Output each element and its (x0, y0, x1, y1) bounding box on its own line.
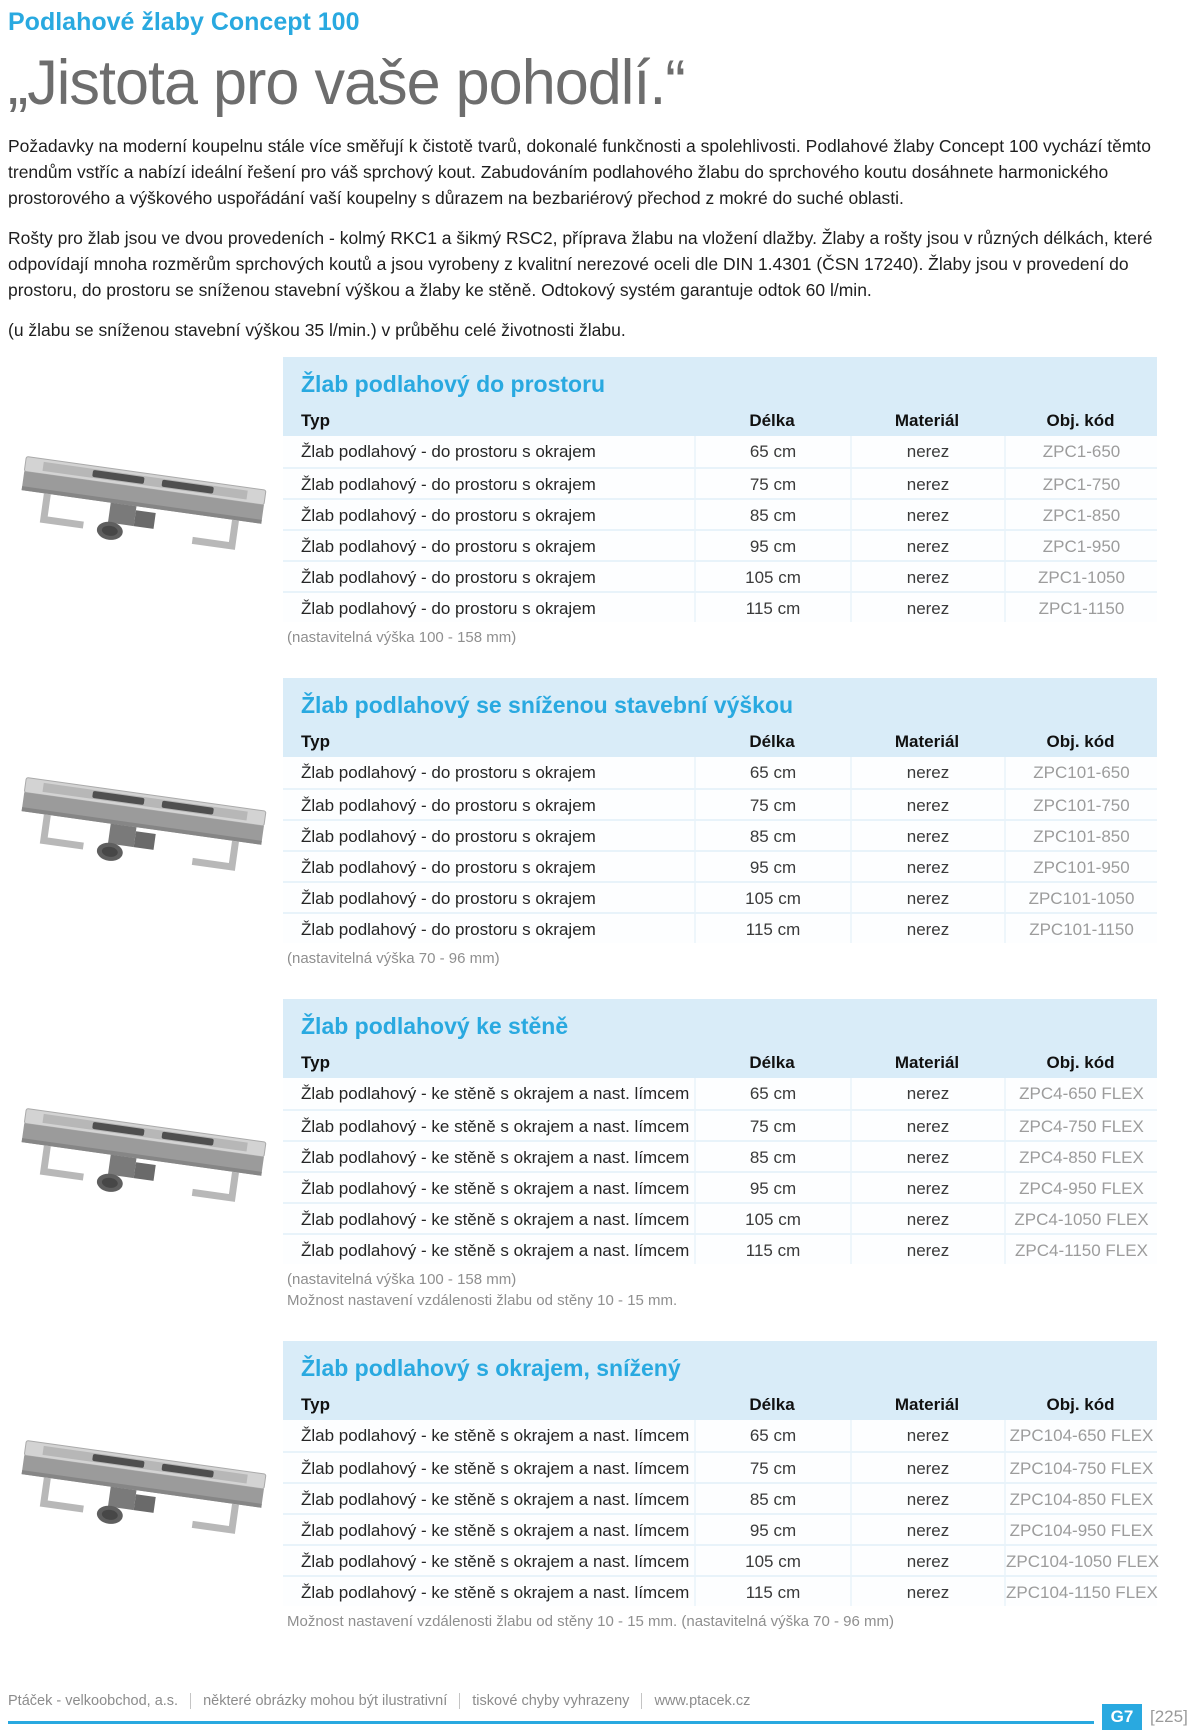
footer-website: www.ptacek.cz (641, 1693, 762, 1709)
cell-order-code: ZPC4-650 FLEX (1004, 1078, 1157, 1109)
cell-order-code: ZPC1-1050 (1004, 562, 1157, 591)
column-header-length: Délka (749, 732, 795, 751)
product-table (283, 357, 1157, 648)
table-row (283, 1202, 1157, 1233)
column-header-material: Materiál (894, 1395, 960, 1414)
column-header-order-code: Obj. kód (1046, 1053, 1115, 1072)
table-header-band (283, 357, 1157, 436)
table-row (283, 1575, 1157, 1606)
table-row (283, 757, 1157, 788)
cell-material: nerez (850, 821, 1004, 850)
floor-drain-product-image (13, 1065, 271, 1245)
section-title: Žlab podlahový ke stěně (301, 1013, 569, 1039)
cell-type: Žlab podlahový - ke stěně s okrajem a nast. límcem (301, 1459, 690, 1478)
cell-order-code: ZPC4-850 FLEX (1004, 1142, 1157, 1171)
cell-type: Žlab podlahový - do prostoru s okrajem (301, 599, 596, 618)
section-zlab-s-okrajem-snizeny (0, 1341, 1200, 1632)
cell-type: Žlab podlahový - ke stěně s okrajem a nast. límcem (301, 1583, 690, 1602)
cell-order-code: ZPC101-750 (1004, 790, 1157, 819)
cell-order-code: ZPC104-850 FLEX (1004, 1484, 1157, 1513)
intro-paragraph-2: Rošty pro žlab jsou ve dvou provedeních - kolmý RKC1 a šikmý RSC2, příprava žlabu na vložení dlažby. Žlaby a rošty jsou v různých délkách, které odpovídají mnoha rozměrům sprchových koutů a jsou vyrobeny z kvalitní nerezové oceli dle DIN 1.4301 (ČSN 17240). Žlaby jsou v provedení do prostoru, do prostoru se sníženou stavební výškou a žlaby ke stěně. Odtokový systém garantuje odtok 60 l/min. (8, 228, 1153, 300)
cell-order-code: ZPC104-950 FLEX (1004, 1515, 1157, 1544)
cell-material: nerez (850, 1078, 1004, 1109)
table-row (283, 467, 1157, 498)
column-header-type: Typ (301, 411, 330, 430)
table-notes (283, 1612, 1157, 1632)
table-row (283, 1140, 1157, 1171)
column-header-length: Délka (749, 411, 795, 430)
table-row (283, 881, 1157, 912)
cell-type: Žlab podlahový - do prostoru s okrajem (301, 763, 596, 782)
cell-material: nerez (850, 1577, 1004, 1606)
cell-type: Žlab podlahový - do prostoru s okrajem (301, 506, 596, 525)
cell-order-code: ZPC101-950 (1004, 852, 1157, 881)
table-row (283, 1078, 1157, 1109)
cell-order-code: ZPC4-950 FLEX (1004, 1173, 1157, 1202)
cell-length: 115 cm (694, 914, 850, 943)
column-header-order-code: Obj. kód (1046, 411, 1115, 430)
table-notes (283, 1270, 1157, 1311)
page-kicker: Podlahové žlaby Concept 100 (8, 8, 360, 36)
column-header-order-code: Obj. kód (1046, 732, 1115, 751)
table-row (283, 1420, 1157, 1451)
footer-text (8, 1693, 762, 1709)
cell-type: Žlab podlahový - do prostoru s okrajem (301, 920, 596, 939)
table-row (283, 1513, 1157, 1544)
cell-order-code: ZPC101-1050 (1004, 883, 1157, 912)
intro-paragraph-3: (u žlabu se sníženou stavební výškou 35 l/min.) v průběhu celé životnosti žlabu. (8, 320, 626, 340)
table-row (283, 560, 1157, 591)
product-sections (0, 357, 1200, 1632)
column-header-material: Materiál (894, 411, 960, 430)
cell-type: Žlab podlahový - ke stěně s okrajem a nast. límcem (301, 1521, 690, 1540)
cell-material: nerez (850, 1420, 1004, 1451)
cell-order-code: ZPC104-1150 FLEX (1004, 1577, 1157, 1606)
cell-order-code: ZPC1-650 (1004, 436, 1157, 467)
cell-type: Žlab podlahový - ke stěně s okrajem a nast. límcem (301, 1490, 690, 1509)
cell-length: 105 cm (694, 1546, 850, 1575)
cell-material: nerez (850, 436, 1004, 467)
cell-length: 95 cm (694, 1515, 850, 1544)
cell-length: 95 cm (694, 852, 850, 881)
cell-type: Žlab podlahový - ke stěně s okrajem a nast. límcem (301, 1552, 690, 1571)
product-image-slot (0, 1397, 283, 1577)
column-header-type: Typ (301, 732, 330, 751)
cell-type: Žlab podlahový - ke stěně s okrajem a nast. límcem (301, 1084, 690, 1103)
column-headers (283, 1390, 1157, 1420)
table-row (283, 1171, 1157, 1202)
footer-note-errors: tiskové chyby vyhrazeny (459, 1693, 641, 1709)
column-headers (283, 406, 1157, 436)
cell-order-code: ZPC101-650 (1004, 757, 1157, 788)
table-row (283, 819, 1157, 850)
cell-order-code: ZPC1-1150 (1004, 593, 1157, 622)
cell-material: nerez (850, 562, 1004, 591)
column-header-length: Délka (749, 1395, 795, 1414)
cell-material: nerez (850, 790, 1004, 819)
cell-type: Žlab podlahový - do prostoru s okrajem (301, 827, 596, 846)
cell-order-code: ZPC1-950 (1004, 531, 1157, 560)
cell-length: 85 cm (694, 500, 850, 529)
cell-length: 85 cm (694, 1484, 850, 1513)
cell-order-code: ZPC104-650 FLEX (1004, 1420, 1157, 1451)
column-header-length: Délka (749, 1053, 795, 1072)
cell-material: nerez (850, 1546, 1004, 1575)
table-body (283, 1420, 1160, 1606)
cell-material: nerez (850, 500, 1004, 529)
cell-type: Žlab podlahový - ke stěně s okrajem a nast. límcem (301, 1241, 690, 1260)
product-image-slot (0, 1065, 283, 1245)
floor-drain-product-image (13, 734, 271, 914)
cell-material: nerez (850, 914, 1004, 943)
column-header-type: Typ (301, 1395, 330, 1414)
table-row (283, 1233, 1157, 1264)
cell-order-code: ZPC4-750 FLEX (1004, 1111, 1157, 1140)
table-row (283, 1482, 1157, 1513)
table-notes (283, 628, 1157, 648)
cell-material: nerez (850, 1453, 1004, 1482)
cell-material: nerez (850, 593, 1004, 622)
column-headers (283, 1048, 1157, 1078)
cell-type: Žlab podlahový - ke stěně s okrajem a nast. límcem (301, 1117, 690, 1136)
cell-length: 75 cm (694, 1453, 850, 1482)
cell-material: nerez (850, 1515, 1004, 1544)
table-row (283, 1544, 1160, 1575)
product-image-slot (0, 734, 283, 914)
column-header-order-code: Obj. kód (1046, 1395, 1115, 1414)
cell-length: 95 cm (694, 531, 850, 560)
cell-order-code: ZPC101-850 (1004, 821, 1157, 850)
cell-order-code: ZPC4-1050 FLEX (1004, 1204, 1157, 1233)
section-title: Žlab podlahový s okrajem, snížený (301, 1355, 681, 1381)
table-footnote: Možnost nastavení vzdálenosti žlabu od stěny 10 - 15 mm. (287, 1292, 678, 1309)
cell-type: Žlab podlahový - do prostoru s okrajem (301, 475, 596, 494)
cell-order-code: ZPC4-1150 FLEX (1004, 1235, 1157, 1264)
product-image-slot (0, 413, 283, 593)
cell-type: Žlab podlahový - do prostoru s okrajem (301, 537, 596, 556)
cell-length: 75 cm (694, 790, 850, 819)
table-row (283, 1109, 1157, 1140)
table-row (283, 788, 1157, 819)
cell-order-code: ZPC1-850 (1004, 500, 1157, 529)
intro-paragraph-1: Požadavky na moderní koupelnu stále více směřují k čistotě tvarů, dokonalé funkčnosti a spolehlivosti. Podlahové žlaby Concept 100 vychází těmto trendům vstříc a nabízí ideální řešení pro váš sprchový kout. Zabudováním podlahového žlabu do sprchového koutu dosáhnete harmonického prostorového a výškového uspořádání vaší koupelny s důrazem na bezbariérový přechod z mokré do suché oblasti. (8, 136, 1151, 208)
section-zlab-snizena-vyska (0, 678, 1200, 969)
cell-order-code: ZPC104-750 FLEX (1004, 1453, 1157, 1482)
cell-material: nerez (850, 1142, 1004, 1171)
table-footnote: (nastavitelná výška 70 - 96 mm) (287, 950, 500, 967)
section-title: Žlab podlahový se sníženou stavební výškou (301, 692, 794, 718)
floor-drain-product-image (13, 1397, 271, 1577)
cell-length: 65 cm (694, 436, 850, 467)
footer-rule (8, 1721, 1094, 1724)
cell-material: nerez (850, 757, 1004, 788)
table-row (283, 1451, 1157, 1482)
column-header-material: Materiál (894, 1053, 960, 1072)
table-row (283, 436, 1157, 467)
cell-type: Žlab podlahový - ke stěně s okrajem a nast. límcem (301, 1179, 690, 1198)
table-footnote: (nastavitelná výška 100 - 158 mm) (287, 629, 517, 646)
cell-length: 115 cm (694, 1577, 850, 1606)
cell-length: 115 cm (694, 1235, 850, 1264)
cell-material: nerez (850, 1204, 1004, 1233)
cell-type: Žlab podlahový - ke stěně s okrajem a nast. límcem (301, 1426, 690, 1445)
page-number: [225] (1150, 1707, 1188, 1726)
cell-length: 105 cm (694, 1204, 850, 1233)
product-table (283, 678, 1157, 969)
cell-material: nerez (850, 531, 1004, 560)
cell-type: Žlab podlahový - do prostoru s okrajem (301, 442, 596, 461)
cell-type: Žlab podlahový - do prostoru s okrajem (301, 889, 596, 908)
cell-type: Žlab podlahový - do prostoru s okrajem (301, 858, 596, 877)
cell-order-code: ZPC104-1050 FLEX (1004, 1546, 1157, 1575)
floor-drain-product-image (13, 413, 271, 593)
table-row (283, 850, 1157, 881)
cell-length: 115 cm (694, 593, 850, 622)
intro-text (0, 133, 1200, 343)
cell-material: nerez (850, 852, 1004, 881)
cell-material: nerez (850, 1111, 1004, 1140)
cell-order-code: ZPC101-1150 (1004, 914, 1157, 943)
cell-length: 85 cm (694, 821, 850, 850)
cell-length: 75 cm (694, 469, 850, 498)
table-body (283, 436, 1157, 622)
product-table (283, 999, 1157, 1311)
table-row (283, 912, 1157, 943)
table-footnote: Možnost nastavení vzdálenosti žlabu od stěny 10 - 15 mm. (nastavitelná výška 70 - 96 mm) (287, 1613, 894, 1630)
column-header-type: Typ (301, 1053, 330, 1072)
cell-material: nerez (850, 883, 1004, 912)
table-row (283, 498, 1157, 529)
table-header-band (283, 1341, 1157, 1420)
cell-type: Žlab podlahový - ke stěně s okrajem a nast. límcem (301, 1148, 690, 1167)
cell-length: 65 cm (694, 757, 850, 788)
cell-length: 85 cm (694, 1142, 850, 1171)
cell-length: 105 cm (694, 883, 850, 912)
section-title: Žlab podlahový do prostoru (301, 371, 606, 397)
cell-type: Žlab podlahový - ke stěně s okrajem a nast. límcem (301, 1210, 690, 1229)
product-table (283, 1341, 1160, 1632)
cell-length: 95 cm (694, 1173, 850, 1202)
cell-order-code: ZPC1-750 (1004, 469, 1157, 498)
table-row (283, 529, 1157, 560)
table-row (283, 591, 1157, 622)
column-headers (283, 727, 1157, 757)
cell-material: nerez (850, 1173, 1004, 1202)
table-body (283, 757, 1157, 943)
page-badge: G7 (1102, 1704, 1142, 1730)
section-zlab-do-prostoru (0, 357, 1200, 648)
cell-length: 105 cm (694, 562, 850, 591)
cell-material: nerez (850, 469, 1004, 498)
page-headline: „Jistota pro vaše pohodlí.“ (7, 48, 685, 118)
cell-type: Žlab podlahový - do prostoru s okrajem (301, 568, 596, 587)
section-zlab-ke-stene (0, 999, 1200, 1311)
footer-note-illustrative: některé obrázky mohou být ilustrativní (190, 1693, 459, 1709)
table-header-band (283, 678, 1157, 757)
cell-material: nerez (850, 1235, 1004, 1264)
cell-length: 65 cm (694, 1078, 850, 1109)
cell-type: Žlab podlahový - do prostoru s okrajem (301, 796, 596, 815)
cell-material: nerez (850, 1484, 1004, 1513)
cell-length: 75 cm (694, 1111, 850, 1140)
table-header-band (283, 999, 1157, 1078)
cell-length: 65 cm (694, 1420, 850, 1451)
table-body (283, 1078, 1157, 1264)
table-footnote: (nastavitelná výška 100 - 158 mm) (287, 1271, 517, 1288)
table-notes (283, 949, 1157, 969)
footer-company: Ptáček - velkoobchod, a.s. (8, 1693, 179, 1709)
column-header-material: Materiál (894, 732, 960, 751)
page-footer (0, 1687, 1200, 1733)
